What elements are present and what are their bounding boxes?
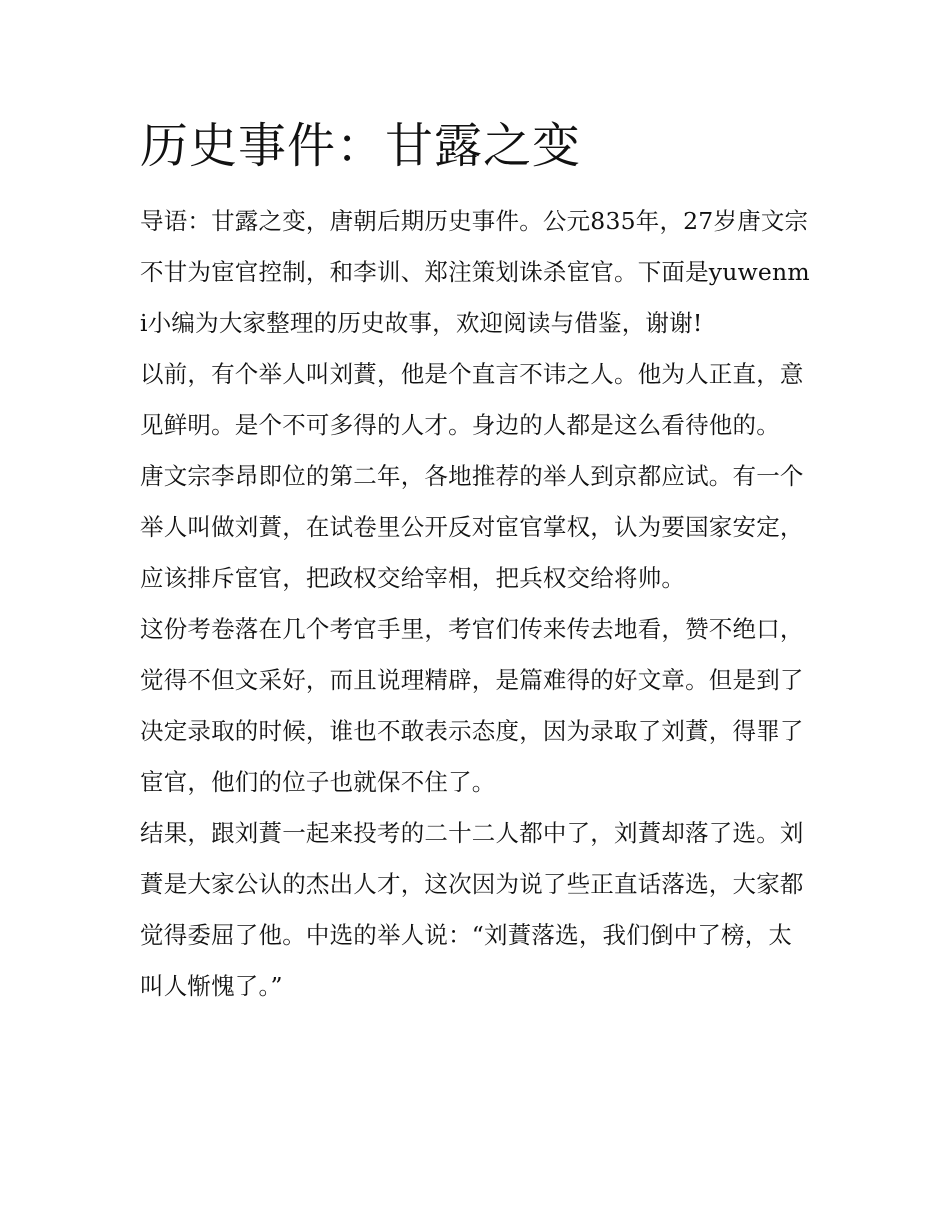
paragraph-3: 这份考卷落在几个考官手里，考官们传来传去地看，赞不绝口，觉得不但文采好，而且说理精辟，是篇难得的好文章。但是到了决定录取的时候，谁也不敢表示态度，因为录取了刘蕡，得罪了宦官，他们的位子也就保不住了。 [140, 615, 804, 796]
paragraph-2: 唐文宗李昂即位的第二年，各地推荐的举人到京都应试。有一个举人叫做刘蕡，在试卷里公开反对宦官掌权，认为要国家安定，应该排斥宦官，把政权交给宰相，把兵权交给将帅。 [140, 462, 804, 592]
paragraph-intro: 导语：甘露之变，唐朝后期历史事件。公元835年，27岁唐文宗不甘为宦官控制，和李训、郑注策划诛杀宦官。下面是yuwenmi小编为大家整理的历史故事，欢迎阅读与借鉴，谢谢! [140, 207, 810, 337]
paragraph-1: 以前，有个举人叫刘蕡，他是个直言不讳之人。他为人正直，意见鲜明。是个不可多得的人才。身边的人都是这么看待他的。 [140, 360, 804, 439]
document-page [140, 110, 812, 1012]
document-title: 历史事件：甘露之变 [140, 118, 582, 174]
paragraph-4: 结果，跟刘蕡一起来投考的二十二人都中了，刘蕡却落了选。刘蕡是大家公认的杰出人才，这次因为说了些正直话落选，大家都觉得委屈了他。中选的举人说：“刘蕡落选，我们倒中了榜，太叫人惭愧了。” [140, 819, 804, 1000]
